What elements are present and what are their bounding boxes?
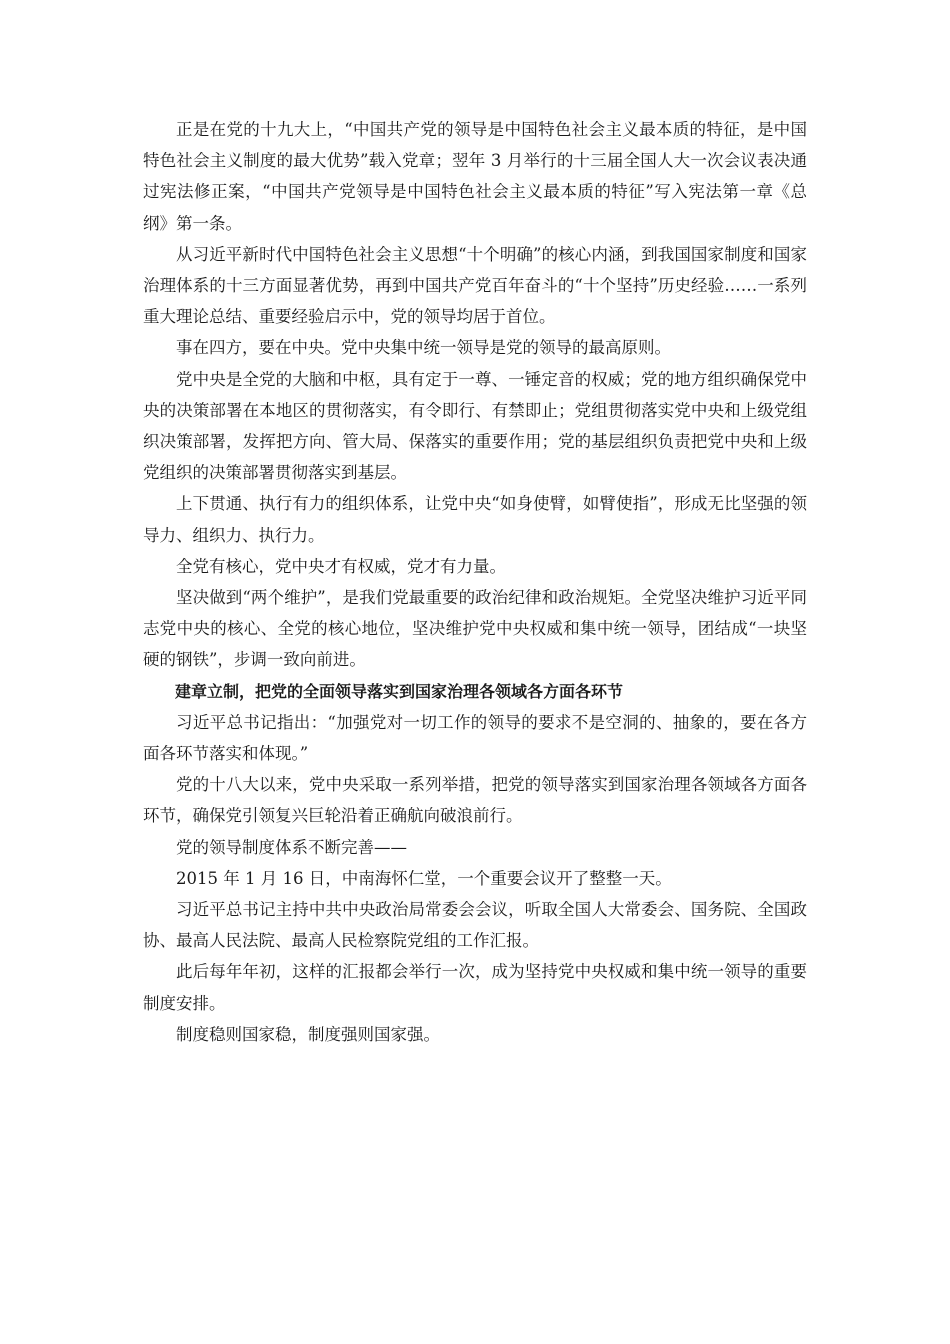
paragraph-system-stable: 制度稳则国家稳，制度强则国家强。	[176, 1024, 440, 1044]
paragraph-quote: 习近平总书记指出：“加强党对一切工作的领导的要求不是空洞的、抽象的，要在各方面各环节落实和体现。”	[143, 712, 807, 764]
paragraph-work-report: 习近平总书记主持中共中央政治局常委会会议，听取全国人大常委会、国务院、全国政协、最高人民法院、最高人民检察院党组的工作汇报。	[143, 900, 807, 951]
section-heading: 建章立制，把党的全面领导落实到国家治理各领域各方面各环节	[175, 681, 624, 701]
paragraph-party-congress: 正是在党的十九大上，“中国共产党的领导是中国特色社会主义最本质的特征，是中国特色社会主义制度的最大优势”载入党章；翌年 3 月举行的十三届全国人大一次会议表决通过宪法修正案，“中国共产党领导是中国特色社会主义最本质的特征”写入宪法第一章《总纲》第一条。	[143, 120, 807, 233]
paragraph-execution: 上下贯通、执行有力的组织体系，让党中央“如身使臂，如臂使指”，形成无比坚强的领导力、组织力、执行力。	[143, 494, 807, 545]
paragraph-annual-report: 此后每年年初，这样的汇报都会举行一次，成为坚持党中央权威和集中统一领导的重要制度安排。	[143, 962, 807, 1013]
paragraph-organization-system: 党中央是全党的大脑和中枢，具有定于一尊、一锤定音的权威；党的地方组织确保党中央的决策部署在本地区的贯彻落实，有令即行、有禁即止；党组贯彻落实党中央和上级党组织决策部署，发挥把方向、管大局、保落实的重要作用；党的基层组织负责把党中央和上级党组织的决策部署贯彻落实到基层。	[143, 369, 807, 483]
paragraph-system-improving: 党的领导制度体系不断完善——	[176, 837, 407, 857]
paragraph-central-principle: 事在四方，要在中央。党中央集中统一领导是党的领导的最高原则。	[176, 338, 671, 358]
paragraph-core: 全党有核心，党中央才有权威，党才有力量。	[176, 556, 506, 576]
paragraph-ten-points: 从习近平新时代中国特色社会主义思想“十个明确”的核心内涵，到我国国家制度和国家治理体系的十三方面显著优势，再到中国共产党百年奋斗的“十个坚持”历史经验……一系列重大理论总结、重要经验启示中，党的领导均居于首位。	[143, 244, 807, 327]
paragraph-eighteenth-congress: 党的十八大以来，党中央采取一系列举措，把党的领导落实到国家治理各领域各方面各环节，确保党引领复兴巨轮沿着正确航向破浪前行。	[143, 775, 807, 826]
document-body	[143, 114, 807, 1050]
paragraph-two-safeguards: 坚决做到“两个维护”，是我们党最重要的政治纪律和政治规矩。全党坚决维护习近平同志党中央的核心、全党的核心地位，坚决维护党中央权威和集中统一领导，团结成“一块坚硬的钢铁”，步调一致向前进。	[143, 588, 807, 670]
paragraph-date-meeting: 2015 年 1 月 16 日，中南海怀仁堂，一个重要会议开了整整一天。	[176, 868, 672, 888]
